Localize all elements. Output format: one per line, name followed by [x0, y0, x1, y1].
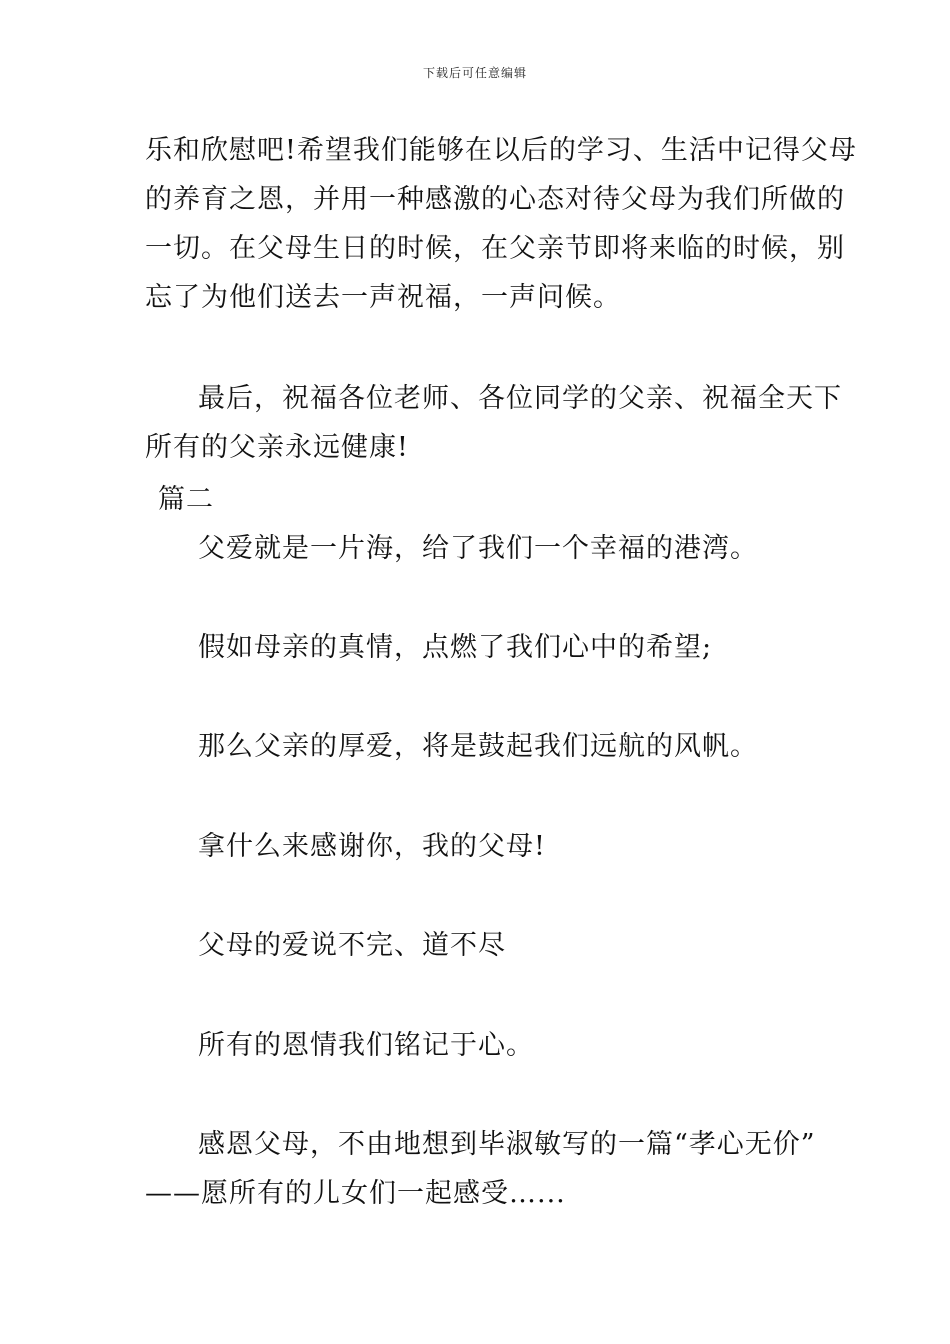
- paragraph-line: 最后，祝福各位老师、各位同学的父亲、祝福全天下: [198, 383, 842, 414]
- paragraph-closing-thanks: [145, 126, 857, 322]
- poem-line: [145, 524, 815, 573]
- paragraph-line: ——愿所有的儿女们一起感受…...: [145, 1178, 566, 1209]
- poem-line: [145, 822, 815, 871]
- paragraph-line: 感恩父母，不由地想到毕淑敏写的一篇“孝心无价”: [198, 1129, 816, 1160]
- page-header-note: 下载后可任意编辑: [422, 66, 527, 80]
- poem-line-text: 所有的恩情我们铭记于心。: [198, 1030, 534, 1061]
- poem-line: [145, 722, 815, 771]
- poem-line: [145, 921, 815, 970]
- poem-line: [145, 623, 815, 672]
- paragraph-line: 一切。在父母生日的时候，在父亲节即将来临的时候，别: [145, 233, 845, 264]
- section-heading: 篇二: [158, 484, 214, 515]
- poem-line-text: 父爱就是一片海，给了我们一个幸福的港湾。: [198, 533, 758, 564]
- paragraph-line: 乐和欣慰吧!希望我们能够在以后的学习、生活中记得父母: [145, 135, 857, 166]
- paragraph-closing-quote: [145, 1120, 815, 1218]
- poem-line-text: 假如母亲的真情，点燃了我们心中的希望;: [198, 632, 713, 663]
- paragraph-line: 的养育之恩，并用一种感激的心态对待父母为我们所做的: [145, 184, 845, 215]
- paragraph-final-blessing: [145, 374, 842, 472]
- paragraph-line: 所有的父亲永远健康!: [145, 432, 409, 463]
- poem-line-text: 拿什么来感谢你，我的父母!: [198, 831, 546, 862]
- poem-line-text: 那么父亲的厚爱，将是鼓起我们远航的风帆。: [198, 731, 758, 762]
- poem-line: [145, 1021, 815, 1070]
- paragraph-line: 忘了为他们送去一声祝福，一声问候。: [145, 282, 621, 313]
- poem-line-text: 父母的爱说不完、道不尽: [198, 930, 506, 961]
